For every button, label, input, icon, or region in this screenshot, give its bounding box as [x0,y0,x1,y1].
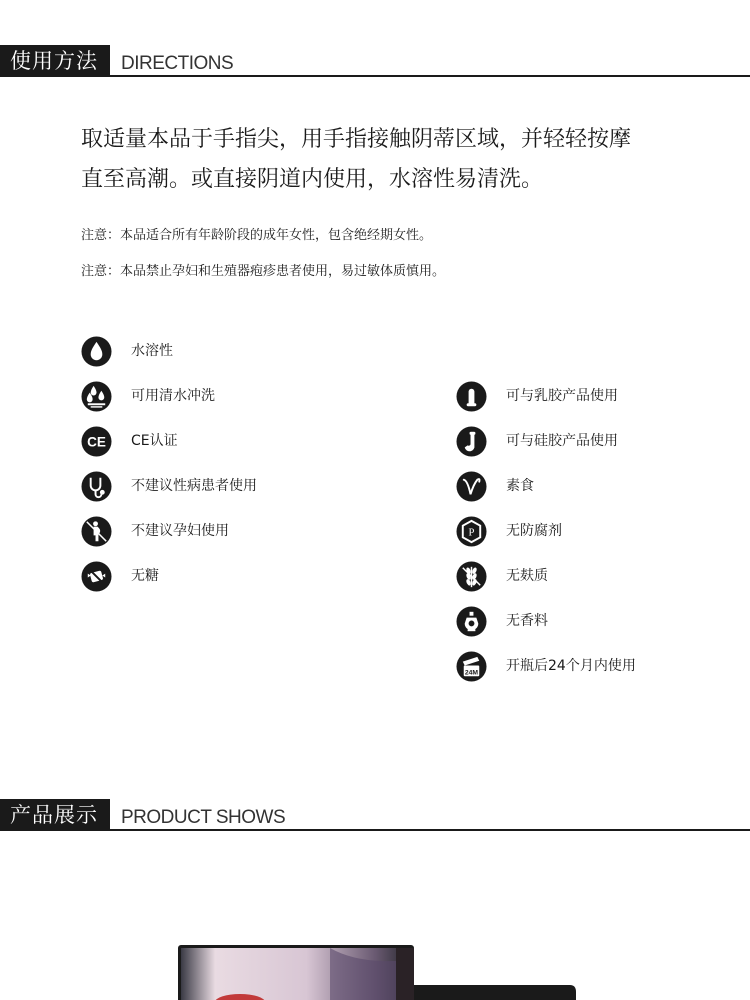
silicone-toy-icon [456,426,487,457]
directions-section-header [0,45,750,77]
svg-text:P: P [468,526,475,538]
svg-text:CE: CE [87,433,106,449]
feature-vegan [456,470,534,502]
usage-line-2: 直至高潮。或直接阴道内使用，水溶性易清洗。 [81,167,544,192]
shelf-life-24m-icon [456,651,487,682]
feature-preservative-free [456,515,562,547]
feature-label: 无香料 [506,613,548,629]
feature-label: 开瓶后24个月内使用 [506,658,636,674]
feature-ce-certified [81,425,178,457]
feature-silicone-compatible [456,425,618,457]
feature-label: 不建议性病患者使用 [131,478,257,494]
ce-mark-icon [81,426,112,457]
feature-label: CE认证 [131,433,178,449]
feature-not-for-std-patients [81,470,257,502]
feature-label: 不建议孕妇使用 [131,523,229,539]
stethoscope-icon [81,471,112,502]
feature-label: 无糖 [131,568,159,584]
directions-title-zh: 使用方法 [0,45,110,77]
products-title-en: PRODUCT SHOWS [121,807,286,828]
product-box-illustration [0,940,750,1000]
feature-label: 可与硅胶产品使用 [506,433,618,449]
product-photo [0,940,750,1000]
products-header-rule [0,829,750,831]
feature-sugar-free [81,560,159,592]
note-caution: 注意：本品禁止孕妇和生殖器疱疹患者使用，易过敏体质慎用。 [81,264,446,279]
directions-title-en: DIRECTIONS [121,53,234,74]
water-drop-icon [81,336,112,367]
no-preservative-icon [456,516,487,547]
vegan-icon [456,471,487,502]
feature-label: 水溶性 [131,343,173,359]
feature-latex-compatible [456,380,618,412]
feature-label: 可用清水冲洗 [131,388,215,404]
usage-instructions [81,120,721,200]
feature-rinse-with-water [81,380,215,412]
feature-fragrance-free [456,605,548,637]
feature-label: 无麸质 [506,568,548,584]
usage-line-1: 取适量本品于手指尖，用手指接触阴蒂区域，并轻轻按摩 [81,127,632,152]
directions-header-rule [0,75,750,77]
svg-text:24M: 24M [464,668,479,676]
rinse-water-icon [81,381,112,412]
feature-label: 无防腐剂 [506,523,562,539]
products-section-header [0,799,750,831]
pregnant-person-icon [81,516,112,547]
no-sugar-icon [81,561,112,592]
feature-gluten-free [456,560,548,592]
feature-shelf-life-24-months [456,650,636,682]
feature-water-soluble [81,335,173,367]
latex-condom-icon [456,381,487,412]
no-fragrance-icon [456,606,487,637]
note-suitability: 注意：本品适合所有年龄阶段的成年女性，包含绝经期女性。 [81,228,433,243]
feature-not-for-pregnant [81,515,229,547]
gluten-free-icon [456,561,487,592]
products-title-zh: 产品展示 [0,799,110,831]
feature-label: 可与乳胶产品使用 [506,388,618,404]
feature-label: 素食 [506,478,534,494]
